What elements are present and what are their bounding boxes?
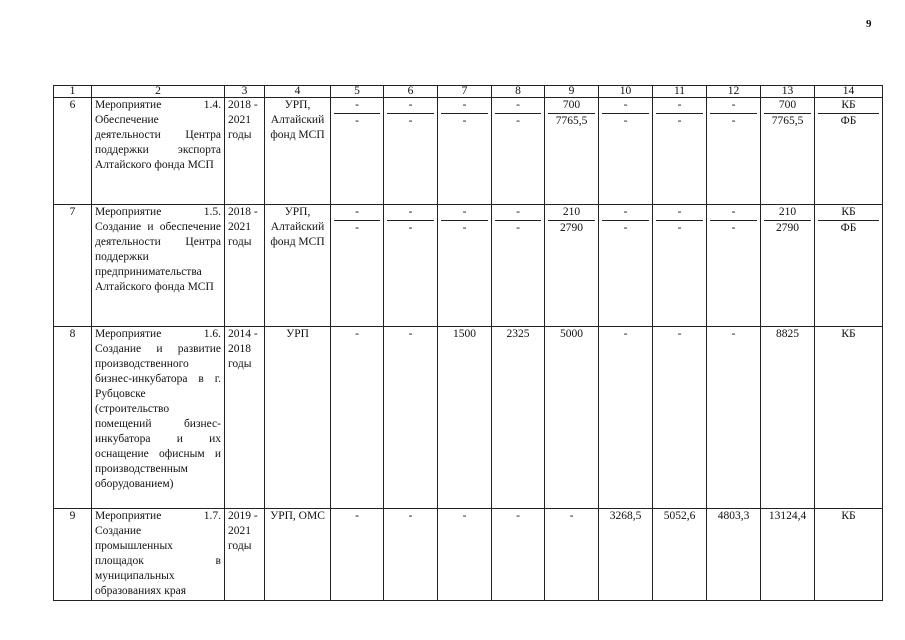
executor: УРП, Алтайский фонд МСП (265, 205, 331, 327)
value-fb: - (623, 222, 628, 234)
value-cell: - (599, 327, 653, 509)
table-row (54, 205, 883, 327)
value-kb: - (656, 205, 703, 221)
value-cell (384, 98, 438, 205)
event-name: Мероприятие 1.4. Обеспечение деятельности Центра поддержки экспорта Алтайского фонда МСП (92, 98, 225, 205)
value-cell: - (331, 509, 384, 601)
value-cell: - (438, 509, 492, 601)
value-fb: - (355, 222, 359, 234)
executor: УРП, ОМС (265, 509, 331, 601)
event-name: Мероприятие 1.7. Создание промышленных площадок в муниципальных образованиях края (92, 509, 225, 601)
value-cell: - (707, 327, 761, 509)
value-fb: 2790 (776, 222, 799, 234)
header-cell: 6 (384, 86, 438, 98)
event-name: Мероприятие 1.6. Создание и развитие производственного бизнес-инкубатора в г. Рубцовске (строительство помещений бизнес-инкубатора и их оснащение офисным и производственным оборудованием) (92, 327, 225, 509)
source-kb: КБ (818, 205, 879, 221)
value-fb: - (462, 115, 467, 127)
value-cell: 5000 (545, 327, 599, 509)
value-cell (545, 205, 599, 327)
header-row (54, 86, 883, 98)
value-kb: - (334, 98, 380, 114)
row-number: 9 (54, 509, 92, 601)
value-kb: 210 (764, 205, 811, 221)
table-row (54, 98, 883, 205)
table-row (54, 327, 883, 509)
value-cell: - (331, 327, 384, 509)
source-kb: КБ (818, 98, 879, 114)
source-fb: ФБ (840, 115, 857, 127)
period: 2018 - 2021 годы (225, 205, 265, 327)
value-fb: 2790 (560, 222, 583, 234)
value-kb: 700 (764, 98, 811, 114)
header-cell: 8 (492, 86, 545, 98)
row-number: 8 (54, 327, 92, 509)
source-cell: КБ (815, 327, 883, 509)
value-kb: - (387, 205, 434, 221)
value-cell (331, 205, 384, 327)
source-fb: ФБ (840, 222, 857, 234)
value-cell (653, 205, 707, 327)
header-cell: 13 (761, 86, 815, 98)
page-number: 9 (866, 18, 872, 30)
header-cell: 14 (815, 86, 883, 98)
value-fb: - (355, 115, 359, 127)
period: 2019 - 2021 годы (225, 509, 265, 601)
value-fb: - (731, 115, 736, 127)
value-kb: - (387, 98, 434, 114)
value-cell (438, 98, 492, 205)
executor: УРП (265, 327, 331, 509)
value-kb: - (656, 98, 703, 114)
header-cell: 5 (331, 86, 384, 98)
value-fb: 7765,5 (555, 115, 588, 127)
row-number: 7 (54, 205, 92, 327)
value-fb: - (408, 222, 413, 234)
header-cell: 4 (265, 86, 331, 98)
program-table (53, 85, 883, 601)
value-cell (599, 205, 653, 327)
value-kb: - (334, 205, 380, 221)
value-fb: 7765,5 (771, 115, 804, 127)
table-row (54, 509, 883, 601)
value-fb: - (408, 115, 413, 127)
value-kb: 210 (548, 205, 595, 221)
value-kb: - (441, 98, 488, 114)
value-kb: - (495, 98, 541, 114)
value-cell: 5052,6 (653, 509, 707, 601)
value-cell: 1500 (438, 327, 492, 509)
value-fb: - (677, 222, 682, 234)
period: 2014 - 2018 годы (225, 327, 265, 509)
value-cell (761, 98, 815, 205)
value-kb: - (441, 205, 488, 221)
source-cell: КБ (815, 509, 883, 601)
header-cell: 7 (438, 86, 492, 98)
value-cell: 3268,5 (599, 509, 653, 601)
event-name: Мероприятие 1.5. Создание и обеспечение деятельности Центра поддержки предпринимательства Алтайского фонда МСП (92, 205, 225, 327)
value-fb: - (623, 115, 628, 127)
value-kb: - (710, 205, 757, 221)
value-cell: 4803,3 (707, 509, 761, 601)
source-cell (815, 98, 883, 205)
header-cell: 3 (225, 86, 265, 98)
value-kb: - (710, 98, 757, 114)
value-cell: - (545, 509, 599, 601)
header-cell: 11 (653, 86, 707, 98)
header-cell: 10 (599, 86, 653, 98)
value-cell: - (492, 509, 545, 601)
value-cell (653, 98, 707, 205)
value-cell (761, 205, 815, 327)
value-cell (599, 98, 653, 205)
executor: УРП, Алтайский фонд МСП (265, 98, 331, 205)
value-cell (707, 98, 761, 205)
source-cell (815, 205, 883, 327)
value-cell (438, 205, 492, 327)
value-cell: - (653, 327, 707, 509)
value-cell: 2325 (492, 327, 545, 509)
value-kb: - (495, 205, 541, 221)
row-number: 6 (54, 98, 92, 205)
value-cell: - (384, 327, 438, 509)
period: 2018 - 2021 годы (225, 98, 265, 205)
value-cell (384, 205, 438, 327)
value-cell (492, 205, 545, 327)
value-fb: - (731, 222, 736, 234)
value-cell (492, 98, 545, 205)
header-cell: 2 (92, 86, 225, 98)
header-cell: 1 (54, 86, 92, 98)
value-fb: - (516, 222, 520, 234)
header-cell: 12 (707, 86, 761, 98)
value-cell: 13124,4 (761, 509, 815, 601)
value-kb: 700 (548, 98, 595, 114)
value-cell (545, 98, 599, 205)
value-cell: 8825 (761, 327, 815, 509)
header-cell: 9 (545, 86, 599, 98)
value-cell (331, 98, 384, 205)
value-cell (707, 205, 761, 327)
value-fb: - (516, 115, 520, 127)
value-kb: - (602, 98, 649, 114)
value-fb: - (677, 115, 682, 127)
value-cell: - (384, 509, 438, 601)
value-fb: - (462, 222, 467, 234)
value-kb: - (602, 205, 649, 221)
